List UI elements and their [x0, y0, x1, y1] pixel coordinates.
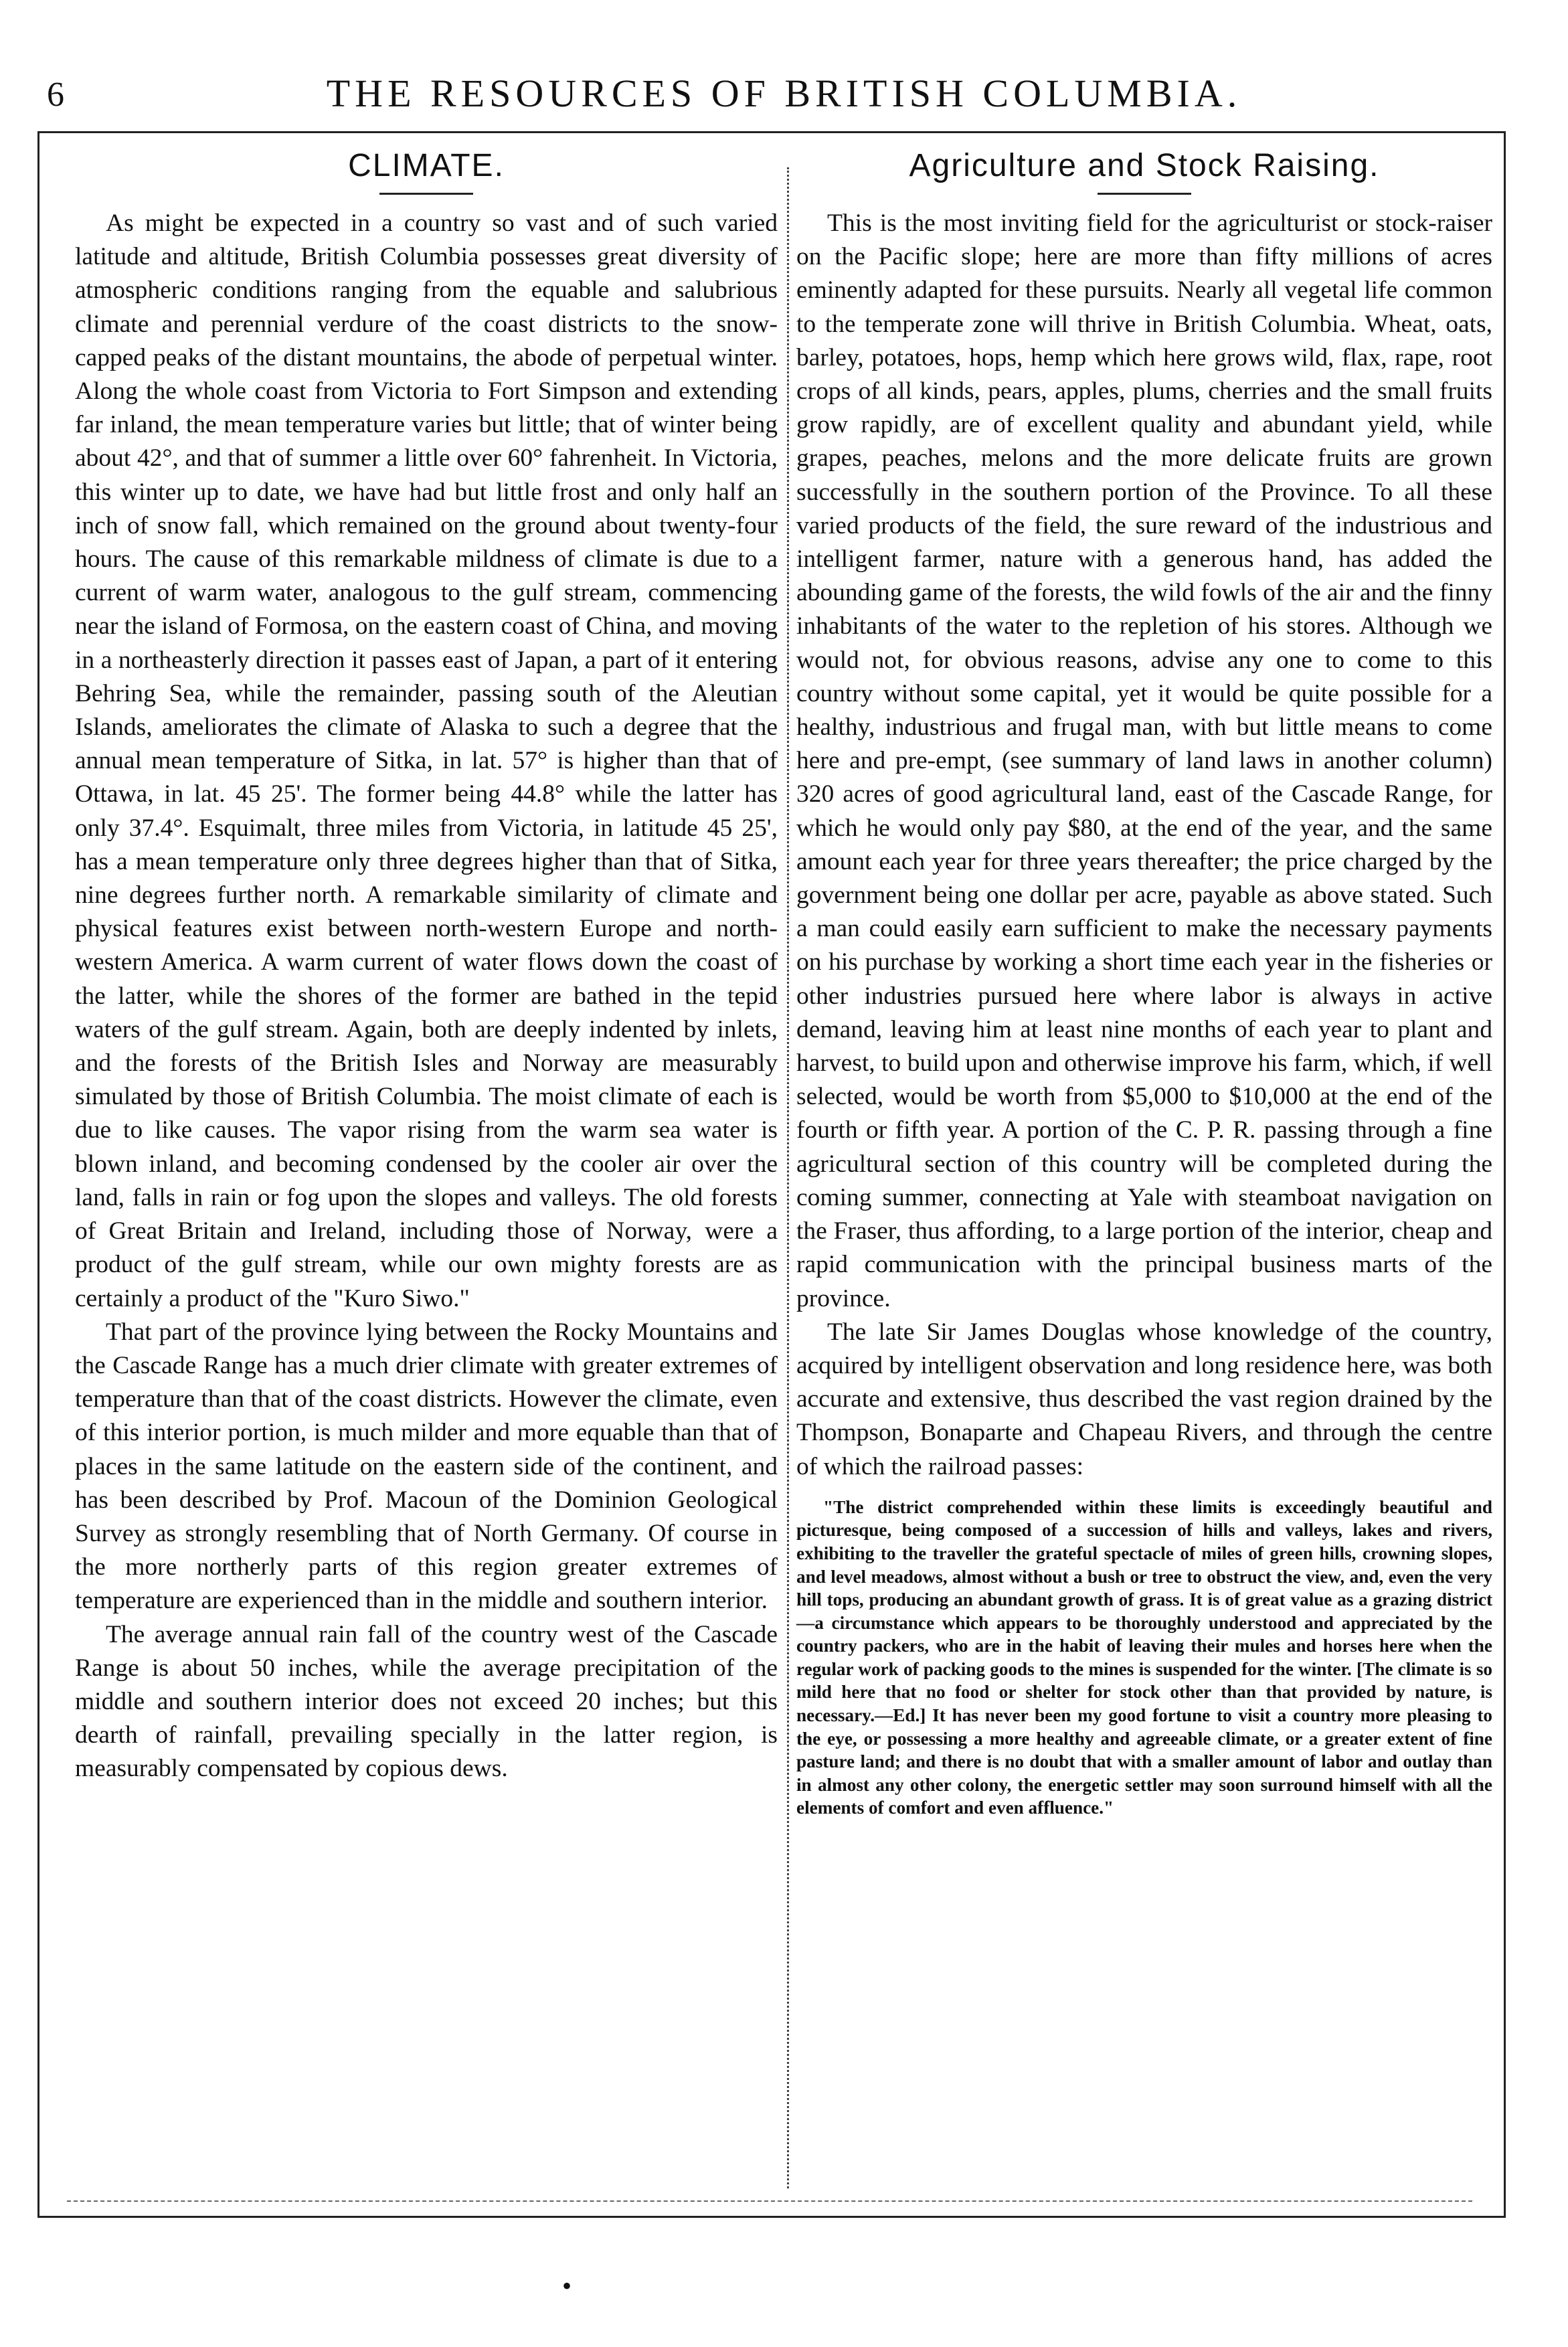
agriculture-heading: Agriculture and Stock Raising. [909, 148, 1380, 183]
bottom-rule [67, 2200, 1472, 2202]
climate-paragraph-2: That part of the province lying between the Rocky Mountains and the Cascade Range has a much drier climate with greater extremes of temperature than that of the coast districts. However the climate, even of this interior portion, is much milder and more equable than that of places in the same latitude on the eastern side of the continent, and has been described by Prof. Macoun of the Dominion Geological Survey as strongly resembling that of North Germany. Of course in the more northerly parts of this region greater extremes of temperature are experienced than in the middle and southern interior. [75, 1318, 778, 1615]
column-divider [787, 167, 789, 2188]
running-title: THE RESOURCES OF BRITISH COLUMBIA. [326, 72, 1242, 115]
footer-mark: • [562, 2271, 572, 2301]
heading-rule [379, 193, 473, 195]
agriculture-body [796, 207, 1492, 1484]
page-number: 6 [47, 76, 64, 114]
agriculture-paragraph-1: This is the most inviting field for the agriculturist or stock-raiser on the Pacific slope; here are more than fifty millions of acres eminently adapted for these pursuits. Nearly all vegetal life common to the temperate zone will thrive in British Columbia. Wheat, oats, barley, potatoes, hops, hemp which here grows wild, flax, rape, root crops of all kinds, pears, apples, plums, cherries and the small fruits grow rapidly, are of excellent quality and abundant yield, while grapes, peaches, melons and the more delicate fruits are grown successfully in the southern portion of the Province. To all these varied products of the field, the sure reward of the industrious and intelligent farmer, nature with a generous hand, has added the abounding game of the forests, the wild fowls of the air and the finny inhabitants of the water to the repletion of his stores. Although we would not, for obvious reasons, advise any one to come to this country without some capital, yet it would be quite possible for a healthy, industrious and frugal man, with but little means to come here and pre-empt, (see summary of land laws in another column) 320 acres of good agricultural land, east of the Cascade Range, for which he would only pay $80, at the end of the year, and the same amount each year for three years thereafter; the price charged by the government being one dollar per acre, payable as above stated. Such a man could easily earn sufficient to make the necessary payments on his purchase by working a short time each year in the fisheries or other industries pursued here where labor is always in active demand, leaving him at least nine months of each year to plant and harvest, to build upon and otherwise improve his farm, which, if well selected, would be worth from $5,000 to $10,000 at the end of the fourth or fifth year. A portion of the C. P. R. passing through a fine agricultural section of this country will be completed during the coming summer, connecting at Yale with steamboat navigation on the Fraser, thus affording, to a large portion of the interior, cheap and rapid communication with the principal business marts of the province. [796, 209, 1492, 1312]
heading-rule [1098, 193, 1191, 195]
agriculture-column [796, 138, 1492, 1820]
douglas-quotation: "The district comprehended within these limits is exceedingly beautiful and picturesque, being composed of a succession of hills and valleys, lakes and rivers, exhibiting to the traveller the grateful spectacle of miles of green hills, crowning slopes, and level meadows, almost without a bush or tree to obstruct the view, and, even the very hill tops, producing an abundant growth of grass. It is of great value as a grazing district—a circumstance which appears to be thoroughly understood and appreciated by the country packers, who are in the habit of leaving their mules and horses here when the regular work of packing goods to the mines is suspended for the winter. [The climate is so mild here that no food or shelter for stock other than that provided by nature, is necessary.—Ed.] It has never been my good fortune to visit a country more pleasing to the eye, or possessing a more healthy and agreeable climate, or a greater extent of fine pasture land; and there is no doubt that with a smaller amount of labor and outlay than in almost any other colony, the energetic settler may soon surround himself with all the elements of comfort and even affluence." [796, 1496, 1492, 1818]
climate-heading: CLIMATE. [348, 148, 505, 183]
climate-paragraph-3: The average annual rain fall of the country west of the Cascade Range is about 50 inches, while the average precipitation of the middle and southern interior does not exceed 20 inches; but this dearth of rainfall, prevailing specially in the latter region, is measurably compensated by copious dews. [75, 1620, 778, 1783]
climate-paragraph-1: As might be expected in a country so vast and of such varied latitude and altitude, British Columbia possesses great diversity of atmospheric conditions ranging from the equable and salubrious climate and perennial verdure of the coast districts to the snow-capped peaks of the distant mountains, the abode of perpetual winter. Along the whole coast from Victoria to Fort Simpson and extending far inland, the mean temperature varies but little; that of winter being about 42°, and that of summer a little over 60° fahrenheit. In Victoria, this winter up to date, we have had but little frost and only half an inch of snow fall, which remained on the ground about twenty-four hours. The cause of this remarkable mildness of climate is due to a current of warm water, analogous to the gulf stream, commencing near the island of Formosa, on the eastern coast of China, and moving in a northeasterly direction it passes east of Japan, a part of it entering Behring Sea, while the remainder, passing south of the Aleutian Islands, ameliorates the climate of Alaska to such a degree that the annual mean temperature of Sitka, in lat. 57° is higher than that of Ottawa, in lat. 45 25'. The former being 44.8° while the latter has only 37.4°. Esquimalt, three miles from Victoria, in latitude 45 25', has a mean temperature only three degrees higher than that of Sitka, nine degrees further north. A remarkable similarity of climate and physical features exist between north-western Europe and north-western America. A warm current of water flows down the coast of the latter, while the shores of the former are bathed in the tepid waters of the gulf stream. Again, both are deeply indented by inlets, and the forests of the British Isles and Norway are measurably simulated by those of British Columbia. The moist climate of each is due to like causes. The vapor rising from the warm sea water is blown inland, and becoming condensed by the cooler air over the land, falls in rain or fog upon the slopes and valleys. The old forests of Great Britain and Ireland, including those of Norway, were a product of the gulf stream, while our own mighty forests are as certainly a product of the "Kuro Siwo." [75, 209, 778, 1312]
climate-column [75, 138, 778, 1786]
running-head [0, 62, 1568, 135]
agriculture-paragraph-2: The late Sir James Douglas whose knowledge of the country, acquired by intelligent observation and long residence here, was both accurate and extensive, thus described the vast region drained by the Thompson, Bonaparte and Chapeau Rivers, and through the centre of which the railroad passes: [796, 1318, 1492, 1480]
climate-body [75, 207, 778, 1786]
